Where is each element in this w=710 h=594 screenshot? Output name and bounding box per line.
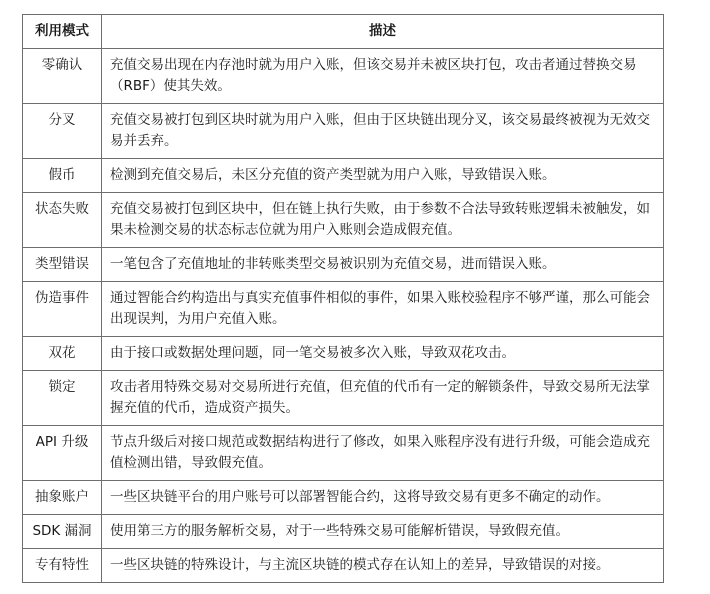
table-row xyxy=(23,371,664,426)
table-header-row xyxy=(23,15,664,49)
table-row xyxy=(23,49,664,104)
description-cell: 充值交易出现在内存池时就为用户入账，但该交易并未被区块打包，攻击者通过替换交易（RBF）使其失效。 xyxy=(102,49,664,104)
description-cell: 充值交易被打包到区块时就为用户入账，但由于区块链出现分叉，该交易最终被视为无效交易并丢弃。 xyxy=(102,104,664,159)
description-cell: 检测到充值交易后，未区分充值的资产类型就为用户入账，导致错误入账。 xyxy=(102,159,664,193)
mode-cell: 状态失败 xyxy=(23,193,102,248)
description-cell: 充值交易被打包到区块中，但在链上执行失败，由于参数不合法导致转账逻辑未被触发，如果未检测交易的状态标志位就为用户入账则会造成假充值。 xyxy=(102,193,664,248)
header-description: 描述 xyxy=(102,15,664,49)
table-row xyxy=(23,193,664,248)
mode-cell: 专有特性 xyxy=(23,549,102,583)
description-cell: 节点升级后对接口规范或数据结构进行了修改，如果入账程序没有进行升级，可能会造成充值检测出错，导致假充值。 xyxy=(102,426,664,481)
table-row xyxy=(23,248,664,282)
mode-cell: 零确认 xyxy=(23,49,102,104)
table-row xyxy=(23,549,664,583)
mode-cell: 锁定 xyxy=(23,371,102,426)
mode-cell: 伪造事件 xyxy=(23,282,102,337)
mode-cell: 双花 xyxy=(23,337,102,371)
table-row xyxy=(23,426,664,481)
table-row xyxy=(23,282,664,337)
mode-cell: SDK 漏洞 xyxy=(23,515,102,549)
description-cell: 一些区块链的特殊设计，与主流区块链的模式存在认知上的差异，导致错误的对接。 xyxy=(102,549,664,583)
header-mode: 利用模式 xyxy=(23,15,102,49)
mode-cell: API 升级 xyxy=(23,426,102,481)
description-cell: 使用第三方的服务解析交易，对于一些特殊交易可能解析错误，导致假充值。 xyxy=(102,515,664,549)
description-cell: 一笔包含了充值地址的非转账类型交易被识别为充值交易，进而错误入账。 xyxy=(102,248,664,282)
table-row xyxy=(23,337,664,371)
description-cell: 攻击者用特殊交易对交易所进行充值，但充值的代币有一定的解锁条件，导致交易所无法掌握充值的代币，造成资产损失。 xyxy=(102,371,664,426)
mode-cell: 假币 xyxy=(23,159,102,193)
description-cell: 一些区块链平台的用户账号可以部署智能合约，这将导致交易有更多不确定的动作。 xyxy=(102,481,664,515)
table-row xyxy=(23,515,664,549)
table-row xyxy=(23,481,664,515)
exploit-modes-table xyxy=(22,14,664,583)
mode-cell: 抽象账户 xyxy=(23,481,102,515)
description-cell: 通过智能合约构造出与真实充值事件相似的事件，如果入账校验程序不够严谨，那么可能会出现误判，为用户充值入账。 xyxy=(102,282,664,337)
table-row xyxy=(23,159,664,193)
table-row xyxy=(23,104,664,159)
mode-cell: 类型错误 xyxy=(23,248,102,282)
description-cell: 由于接口或数据处理问题，同一笔交易被多次入账，导致双花攻击。 xyxy=(102,337,664,371)
mode-cell: 分叉 xyxy=(23,104,102,159)
